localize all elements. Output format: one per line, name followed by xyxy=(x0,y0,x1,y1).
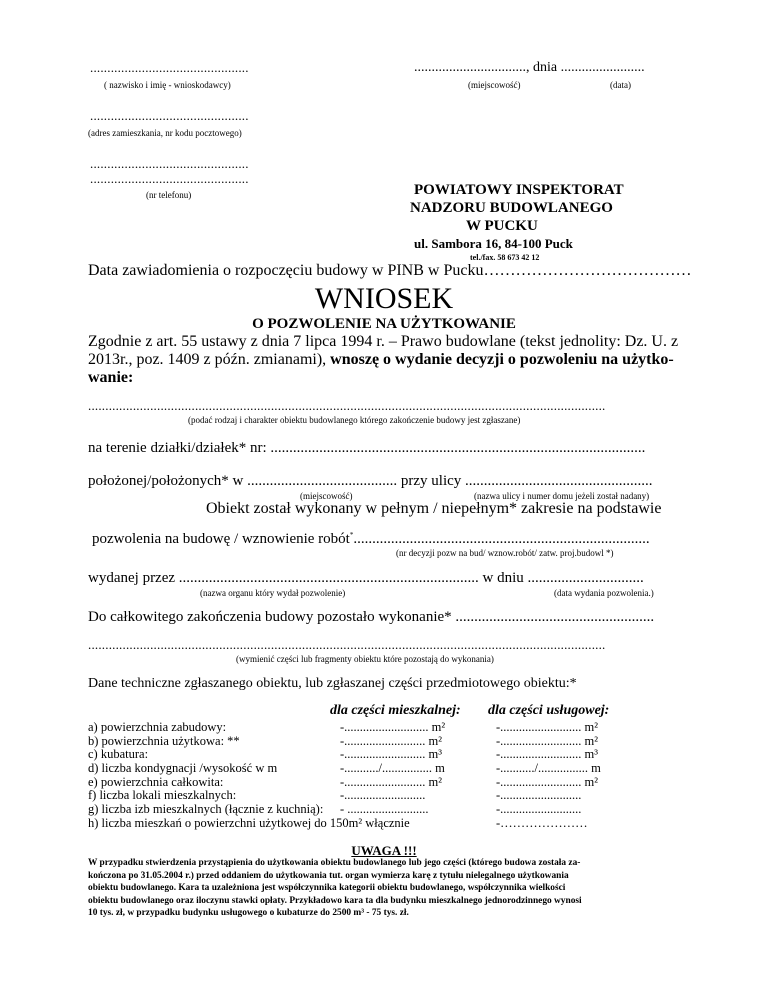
object-type-label: (podać rodzaj i charakter obiektu budowlanego którego zakończenie budowy jest zgłaszane) xyxy=(188,415,521,425)
date-label: (data) xyxy=(610,80,631,90)
place-date-field[interactable]: ................................, dnia ........................ xyxy=(414,60,645,75)
object-type-field[interactable]: ...................................................................................................................................................... xyxy=(88,398,606,413)
applicant-name-field[interactable]: .............................................. xyxy=(90,60,249,75)
tech-row-label: g) liczba izb mieszkalnych (łącznie z kuchnią): xyxy=(88,802,324,817)
table-row xyxy=(88,720,688,734)
issued-by-field[interactable]: wydanej przez ................................................................................ w dniu ............................... xyxy=(88,570,644,586)
permit-label: (nr decyzji pozw na bud/ wznow.robót/ zatw. proj.budowl *) xyxy=(396,548,614,558)
tech-row-service[interactable]: -.......................... m² xyxy=(496,720,599,734)
warning-text xyxy=(88,857,582,920)
tech-row-service[interactable]: -.......................... xyxy=(496,802,582,817)
intro-line-2 xyxy=(88,351,674,369)
authority-line-2: NADZORU BUDOWLANEGO xyxy=(410,200,613,216)
warning-line: kończona po 31.05.2004 r.) przed oddaniem do użytkowania tut. organ wymierza karę z tytułu nielegalnego użytkowania xyxy=(88,870,569,881)
table-row xyxy=(88,802,688,816)
authority-line-1: POWIATOWY INSPEKTORAT xyxy=(414,182,624,198)
tech-row-residential[interactable]: -........................... m² xyxy=(340,720,446,734)
table-row xyxy=(88,775,688,789)
tech-row-residential[interactable]: -.......................... m² xyxy=(340,733,443,748)
tech-row-residential[interactable]: - .......................... xyxy=(340,802,429,817)
permit-text: pozwolenia na budowę / wznowienie robót xyxy=(92,531,350,547)
table-row xyxy=(88,734,688,748)
col-service: dla części usługowej: xyxy=(488,703,610,718)
plot-field[interactable]: na terenie działki/działek* nr: .................................................................................................... xyxy=(88,440,646,456)
tech-row-service[interactable]: -.......................... m² xyxy=(496,774,599,789)
address-field[interactable]: .............................................. xyxy=(90,108,249,123)
tech-row-label: f) liczba lokali mieszkalnych: xyxy=(88,788,237,803)
warning-line: obiektu budowlanego. Kara ta uzależniona jest współczynnika kategorii obiektu budowlanego, współczynnika wielkości xyxy=(88,883,566,893)
tech-table xyxy=(88,720,688,830)
table-row xyxy=(88,788,688,802)
phone-field-2[interactable]: .............................................. xyxy=(90,171,249,186)
permit-dots[interactable]: ............................................................................... xyxy=(353,531,650,547)
phone-label: (nr telefonu) xyxy=(146,190,192,200)
tech-row-label: b) powierzchnia użytkowa: ** xyxy=(88,733,240,748)
location-label-town: (miejscowość) xyxy=(300,491,353,501)
tech-heading: Dane techniczne zgłaszanego obiektu, lub zgłaszanej części przedmiotowego obiektu:* xyxy=(88,676,577,691)
tech-row-label: c) kubatura: xyxy=(88,747,149,762)
warning-line: obiektu budowlanego oraz iloczynu stawki opłaty. Przykładowo kara ta dla budynku mieszkalnego jednorodzinnego wynosi xyxy=(88,895,582,906)
location-label-street: (nazwa ulicy i numer domu jeżeli został nadany) xyxy=(474,491,650,501)
remaining-work-field[interactable]: Do całkowitego zakończenia budowy pozostało wykonanie* ..................................................... xyxy=(88,609,655,625)
document-subtitle: O POZWOLENIE NA UŻYTKOWANIE xyxy=(252,316,516,332)
warning-line: 10 tys. zł, w przypadku budynku usługowego o kubaturze do 2500 m³ - 75 tys. zł. xyxy=(88,908,409,918)
issued-date-label: (data wydania pozwolenia.) xyxy=(554,588,654,598)
tech-row-service[interactable]: -.......................... xyxy=(496,788,582,803)
tech-row-service[interactable]: -.......................... m² xyxy=(496,733,599,748)
intro-line-2-bold: wnoszę o wydanie decyzji o pozwoleniu na użytko- xyxy=(330,351,674,368)
place-label: (miejscowość) xyxy=(468,80,521,90)
tech-row-service[interactable]: -.......................... m³ xyxy=(496,747,599,762)
tech-row-residential[interactable]: -.......................... xyxy=(340,788,426,803)
warning-line: W przypadku stwierdzenia przystąpienia do użytkowania obiektu budowlanego lub jego części (którego budowa została za- xyxy=(88,858,581,868)
tech-row-label: h) liczba mieszkań o powierzchni użytkowej do 150m² włącznie xyxy=(88,815,410,830)
tech-row-residential[interactable]: -.......................... m² xyxy=(340,774,443,789)
tech-row-label: a) powierzchnia zabudowy: xyxy=(88,720,227,734)
tech-row-residential[interactable]: -.........../................ m xyxy=(340,761,445,776)
intro-line-3: wanie: xyxy=(88,369,134,386)
table-row xyxy=(88,761,688,775)
intro-line-1: Zgodnie z art. 55 ustawy z dnia 7 lipca 1994 r. – Prawo budowlane (tekst jednolity: Dz. U. z xyxy=(88,333,679,350)
applicant-name-label: ( nazwisko i imię - wnioskodawcy) xyxy=(104,80,231,90)
table-row xyxy=(88,816,688,830)
tech-row-residential[interactable]: -.......................... m³ xyxy=(340,747,443,762)
col-residential: dla części mieszkalnej: xyxy=(330,703,461,718)
address-label: (adres zamieszkania, nr kodu pocztowego) xyxy=(88,128,242,138)
document-title: WNIOSEK xyxy=(314,282,454,315)
performed-scope-line[interactable]: Obiekt został wykonany w pełnym / niepełnym* zakresie na podstawie xyxy=(206,500,662,517)
table-row xyxy=(88,747,688,761)
remaining-work-label: (wymienić części lub fragmenty obiektu które pozostają do wykonania) xyxy=(236,654,494,664)
authority-phone: tel./fax. 58 673 42 12 xyxy=(470,253,540,262)
notice-date-line[interactable]: Data zawiadomienia o rozpoczęciu budowy w PINB w Pucku………………………………… xyxy=(88,262,692,279)
phone-field-1[interactable]: .............................................. xyxy=(90,156,249,171)
tech-row-label: d) liczba kondygnacji /wysokość w m xyxy=(88,761,278,776)
intro-line-2-plain: 2013r., poz. 1409 z późn. zmianami), xyxy=(88,351,331,368)
tech-row-service[interactable]: -………………… xyxy=(496,815,588,830)
tech-row-service[interactable]: -.........../................ m xyxy=(496,761,601,776)
issued-by-label: (nazwa organu który wydał pozwolenie) xyxy=(200,588,346,598)
authority-line-3: W PUCKU xyxy=(466,218,538,234)
permit-line[interactable]: pozwolenia na budowę / wznowienie robót*............................................................................... xyxy=(92,531,650,547)
warning-heading: UWAGA !!! xyxy=(351,843,417,858)
remaining-work-dots[interactable]: ...................................................................................................................................................... xyxy=(88,637,606,652)
authority-address: ul. Sambora 16, 84-100 Puck xyxy=(414,236,573,251)
location-field[interactable]: położonej/położonych* w ........................................ przy ulicy .................................................. xyxy=(88,473,653,489)
tech-row-label: e) powierzchnia całkowita: xyxy=(88,774,224,789)
